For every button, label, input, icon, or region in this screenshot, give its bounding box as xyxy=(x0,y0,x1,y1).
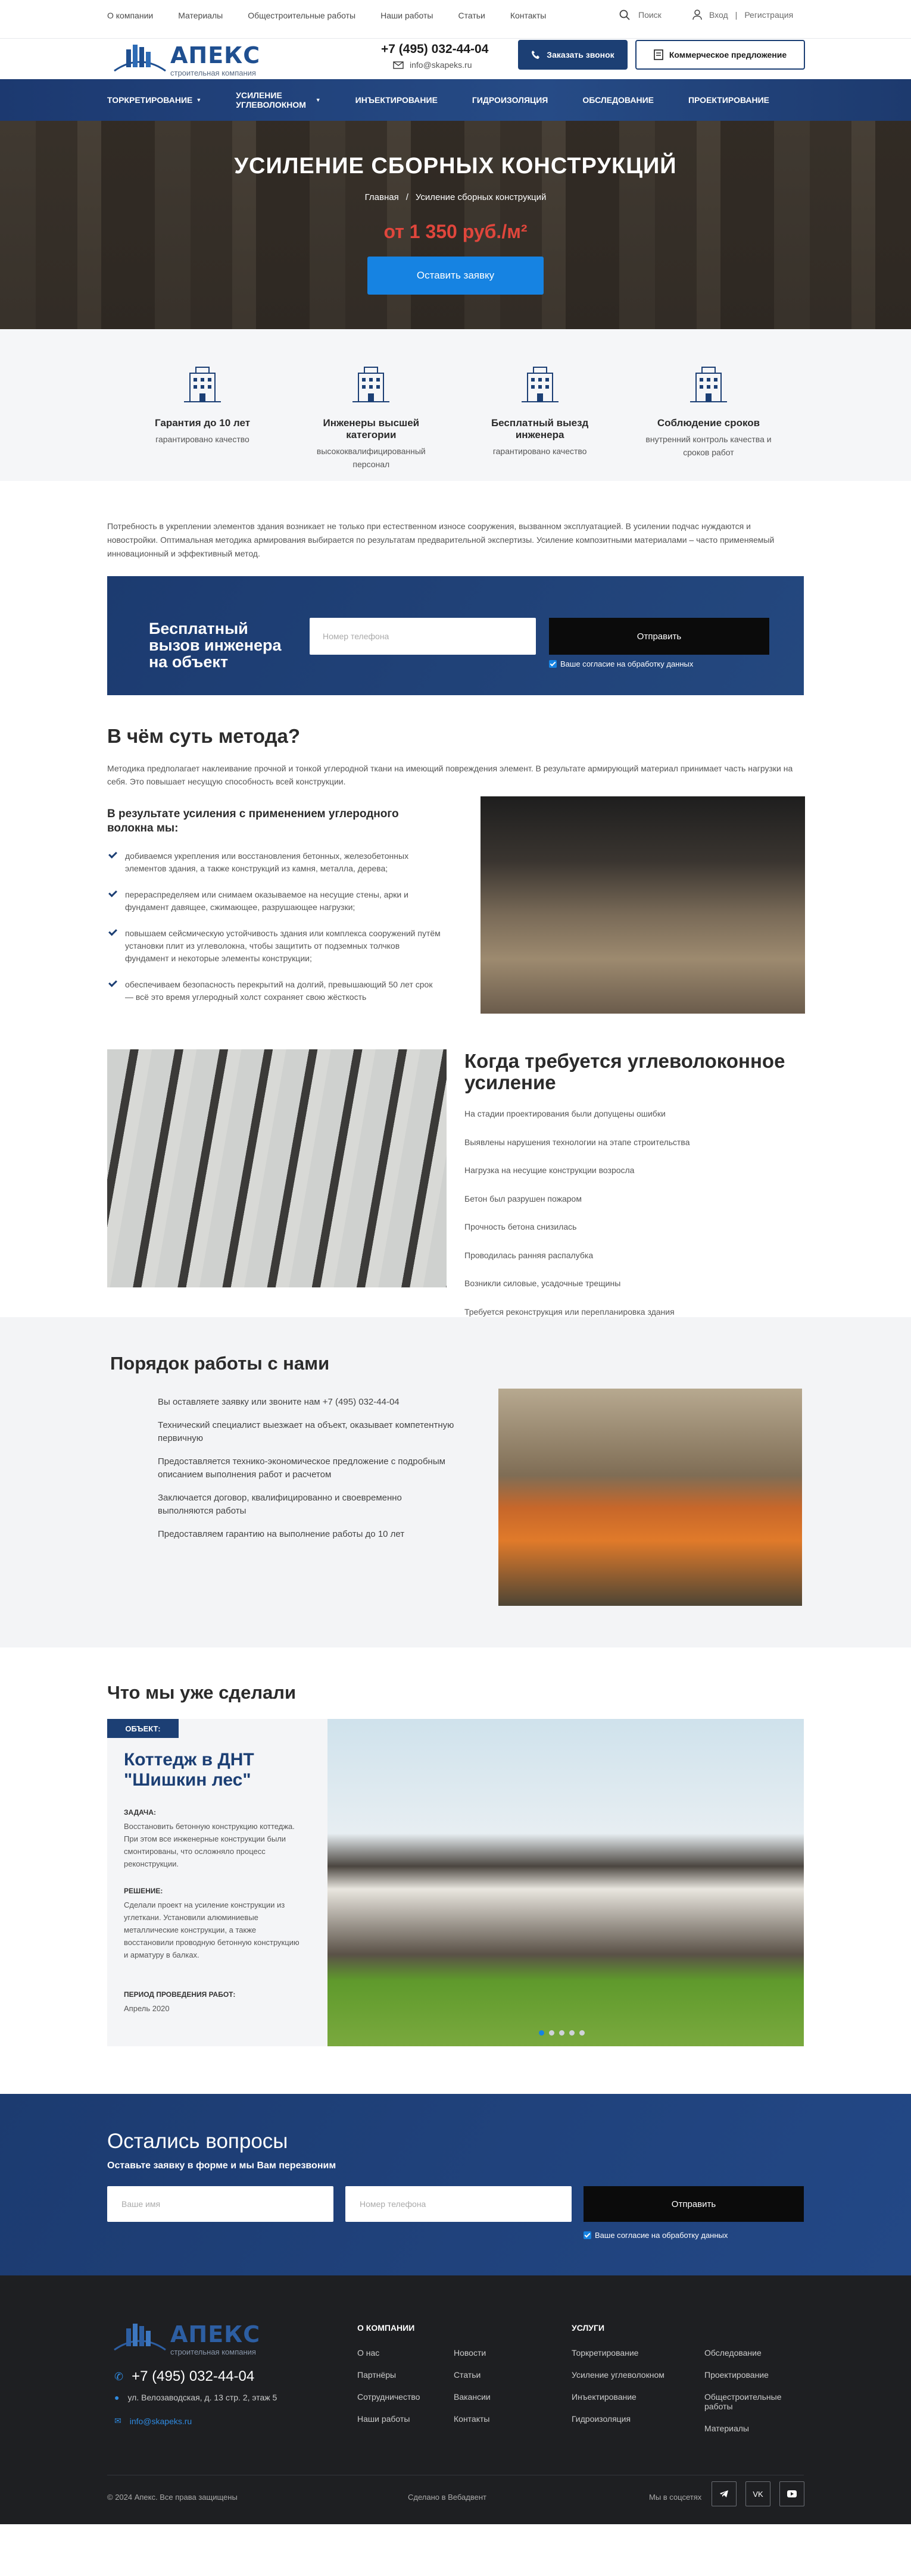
footer-address-text: ул. Велозаводская, д. 13 стр. 2, этаж 5 xyxy=(127,2393,277,2402)
breadcrumb xyxy=(0,192,911,202)
intro-section xyxy=(107,481,804,576)
feature-item xyxy=(469,364,612,471)
checkbox-icon xyxy=(549,660,557,668)
commercial-offer-label: Коммерческое предложение xyxy=(669,50,787,60)
list-item: Бетон был разрушен пожаром xyxy=(464,1193,582,1203)
project-title: Коттедж в ДНТ "Шишкин лес" xyxy=(124,1750,254,1790)
feature-title: Соблюдение сроков xyxy=(657,417,760,429)
building-icon xyxy=(350,364,392,405)
nav-label: ТОРКРЕТИРОВАНИЕ xyxy=(107,95,193,105)
solution-label: РЕШЕНИЕ: xyxy=(124,1887,163,1895)
footer-links xyxy=(572,2348,664,2424)
document-icon xyxy=(654,49,663,60)
nav-item-design[interactable]: ПРОЕКТИРОВАНИЕ xyxy=(688,95,769,105)
footer-link[interactable]: Проектирование xyxy=(704,2370,769,2380)
vk-icon[interactable]: VK xyxy=(745,2481,770,2506)
auth-links xyxy=(692,10,793,20)
logo-name: АПЕКС xyxy=(170,2321,261,2347)
period-label: ПЕРИОД ПРОВЕДЕНИЯ РАБОТ: xyxy=(124,1990,236,1999)
search-icon xyxy=(619,10,630,20)
reinforcement-photo xyxy=(481,796,805,1014)
header-email-text: info@skapeks.ru xyxy=(410,60,472,70)
top-link-about[interactable]: О компании xyxy=(107,11,154,20)
logo-subtitle: строительная компания xyxy=(170,68,256,77)
when-section xyxy=(107,1049,804,1317)
logo-icon xyxy=(113,2320,167,2356)
callback-subtitle: Оставьте заявку в форме и мы Вам перезвоним xyxy=(107,2161,336,2171)
header-email[interactable] xyxy=(393,60,472,70)
features-section xyxy=(0,329,911,481)
building-icon xyxy=(519,364,561,405)
logo-subtitle: строительная компания xyxy=(170,2347,256,2356)
mail-icon: ✉ xyxy=(114,2416,121,2425)
cottage-photo xyxy=(327,1719,804,2046)
nav-item-waterproofing[interactable]: ГИДРОИЗОЛЯЦИЯ xyxy=(472,95,548,105)
method-lead: Методика предполагает наклеивание прочной и тонкой углеродной ткани на имеющий повреждения элемент. В результате армирующий материал принимает часть нагрузки на себя. Это повышает несущую способность всей конструкции. xyxy=(107,764,793,786)
auth-divider: | xyxy=(735,10,738,20)
location-icon: ● xyxy=(114,2393,120,2402)
period-text: Апрель 2020 xyxy=(124,2004,170,2013)
slider-dots xyxy=(539,2030,585,2036)
list-item: Прочность бетона снизилась xyxy=(464,1222,577,1231)
portfolio-section xyxy=(107,1647,804,2094)
breadcrumb-home[interactable]: Главная xyxy=(364,192,399,202)
method-list xyxy=(107,850,441,1017)
nav-label: УСИЛЕНИЕ УГЛЕВОЛОКНОМ xyxy=(236,90,306,110)
list-item: Нагрузка на несущие конструкции возросла xyxy=(464,1165,635,1175)
list-item: Выявлены нарушения технологии на этапе строительства xyxy=(464,1137,690,1147)
list-item: перераспределяем или снимаем оказываемое на несущие стены, арки и фундамент давящее, сжимающее, разрушающее нагрузки; xyxy=(107,889,441,914)
hero-price: от 1 350 руб./м² xyxy=(383,221,528,242)
login-link[interactable]: Вход xyxy=(709,10,728,20)
footer-link[interactable]: Контакты xyxy=(454,2414,490,2424)
consent-label: Ваше согласие на обработку данных xyxy=(560,659,694,668)
list-item: обеспечиваем безопасность перекрытий на долгий, превышающий 50 лет срок — всё это время углеродный холст сохраняет свою жёсткость xyxy=(107,978,441,1003)
call-request-label: Заказать звонок xyxy=(547,50,614,60)
feature-item xyxy=(131,364,274,471)
top-link-articles[interactable]: Статьи xyxy=(458,11,485,20)
footer-links xyxy=(704,2348,804,2433)
form-title: Бесплатный вызов инженера на объект xyxy=(149,620,282,671)
logo-name: АПЕКС xyxy=(170,42,261,68)
footer-link[interactable]: Статьи xyxy=(454,2370,481,2380)
project-card xyxy=(107,1719,804,2046)
footer-link[interactable]: Усиление углеволокном xyxy=(572,2370,664,2380)
feature-desc: гарантировано качество xyxy=(492,446,587,456)
footer-link[interactable]: Наши работы xyxy=(357,2414,410,2424)
list-item: Проводилась ранняя распалубка xyxy=(464,1250,594,1260)
footer-col-title: О КОМПАНИИ xyxy=(357,2323,415,2333)
slider-dot[interactable] xyxy=(549,2030,554,2036)
footer-logo[interactable] xyxy=(113,2320,262,2362)
list-item: Требуется реконструкция или перепланировка здания xyxy=(464,1306,675,1317)
feature-title: Бесплатный выезд инженера xyxy=(491,417,589,440)
list-item: повышаем сейсмическую устойчивость здания или комплекса сооружений путём установки плит из углеволокна, чтобы защитить от подземных толчков фундамент и некоторые элементы конструкции; xyxy=(107,927,441,965)
logo-icon xyxy=(113,41,167,77)
footer-phone-text: +7 (495) 032-44-04 xyxy=(132,2368,255,2384)
list-item: Предоставляется технико-экономическое предложение с подробным описанием выполнения работ и расчетом xyxy=(158,1456,445,1480)
solution-text: Сделали проект на усиление конструкции из углеткани. Установили алюминиевые металлические конструкции, а также восстановили проводную бетонную конструкцию и арматуру в балках. xyxy=(124,1900,299,1959)
footer-link[interactable]: Общестроительные работы xyxy=(704,2392,782,2411)
top-links xyxy=(107,11,546,20)
youtube-icon[interactable] xyxy=(779,2481,804,2506)
phone-icon: ✆ xyxy=(114,2370,124,2383)
footer-link[interactable]: Торкретирование xyxy=(572,2348,639,2358)
feature-title: Инженеры высшей категории xyxy=(323,417,420,440)
nav-item-inspection[interactable]: ОБСЛЕДОВАНИЕ xyxy=(582,95,654,105)
top-link-our-works[interactable]: Наши работы xyxy=(380,11,433,20)
method-subtitle: В результате усиления с применением углеродного волокна мы: xyxy=(107,808,399,834)
list-item: Вы оставляете заявку или звоните нам +7 (495) 032-44-04 xyxy=(158,1397,400,1407)
order-steps xyxy=(158,1396,456,1551)
list-item: добиваемся укрепления или восстановления бетонных, железобетонных элементов здания, а также конструкций из камня, металла, дерева; xyxy=(107,850,441,875)
order-title: Порядок работы с нами xyxy=(110,1353,330,1374)
list-item: Возникли силовые, усадочные трещины xyxy=(464,1278,621,1288)
mail-icon xyxy=(393,61,404,69)
footer-col-company xyxy=(357,2323,414,2348)
page-title: УСИЛЕНИЕ СБОРНЫХ КОНСТРУКЦИЙ xyxy=(234,154,677,179)
call-request-button[interactable] xyxy=(518,40,628,70)
logo[interactable] xyxy=(113,41,262,83)
commercial-offer-button[interactable] xyxy=(635,40,805,70)
social-label: Мы в соцсетях xyxy=(649,2493,702,2502)
name-input[interactable]: Ваше имя xyxy=(107,2186,333,2222)
portfolio-title: Что мы уже сделали xyxy=(107,1682,297,1703)
feature-desc: высококвалифицированный персонал xyxy=(316,446,426,469)
footer-col-title: УСЛУГИ xyxy=(572,2323,605,2333)
footer-link[interactable]: Новости xyxy=(454,2348,486,2358)
slider-dot[interactable] xyxy=(569,2030,575,2036)
user-icon xyxy=(692,10,702,20)
list-item: Технический специалист выезжает на объект, оказывает компетентную первичную xyxy=(158,1420,454,1443)
nav-item-injection[interactable]: ИНЪЕКТИРОВАНИЕ xyxy=(355,95,438,105)
breadcrumb-separator: / xyxy=(405,192,408,202)
top-link-contacts[interactable]: Контакты xyxy=(510,11,547,20)
footer-link[interactable]: Гидроизоляция xyxy=(572,2414,631,2424)
callback-title: Остались вопросы xyxy=(107,2130,288,2153)
list-item: Предоставляем гарантию на выполнение работы до 10 лет xyxy=(158,1529,405,1539)
nav-item-carbon-fiber[interactable] xyxy=(236,90,320,110)
method-section xyxy=(107,695,804,1049)
made-by-link[interactable]: Сделано в Вебадвент xyxy=(408,2493,486,2502)
footer-link[interactable]: Материалы xyxy=(704,2424,749,2433)
checkbox-icon xyxy=(584,2231,591,2239)
feature-title: Гарантия до 10 лет xyxy=(154,417,251,429)
copyright: © 2024 Апекс. Все права защищены xyxy=(107,2493,238,2502)
footer-phone[interactable] xyxy=(114,2368,254,2385)
consent-checkbox[interactable] xyxy=(584,2231,728,2240)
footer-link[interactable]: Сотрудничество xyxy=(357,2392,420,2402)
task-text: Восстановить бетонную конструкцию коттеджа. При этом все инженерные конструкции были смонтированы, что осложняло процесс реконструкции. xyxy=(124,1822,295,1868)
feature-item xyxy=(299,364,442,471)
send-button[interactable]: Отправить xyxy=(584,2186,804,2222)
engineers-photo xyxy=(498,1389,802,1606)
slider-dot[interactable] xyxy=(579,2030,585,2036)
order-section xyxy=(0,1317,911,1647)
header-phone[interactable]: +7 (495) 032-44-04 xyxy=(381,42,489,56)
consent-label: Ваше согласие на обработку данных xyxy=(595,2231,728,2240)
building-icon xyxy=(182,364,223,405)
top-bar xyxy=(0,0,911,39)
method-title: В чём суть метода? xyxy=(107,725,301,747)
when-title: Когда требуется углеволоконное усиление xyxy=(464,1050,785,1093)
search-button[interactable] xyxy=(619,10,662,20)
slider-dot[interactable] xyxy=(559,2030,564,2036)
engineer-request-form xyxy=(107,576,804,695)
search-label: Поиск xyxy=(638,10,662,20)
consent-checkbox[interactable] xyxy=(549,659,693,668)
register-link[interactable]: Регистрация xyxy=(744,10,794,20)
breadcrumb-current: Усиление сборных конструкций xyxy=(415,192,547,202)
footer-link[interactable]: Обследование xyxy=(704,2348,762,2358)
leave-request-button[interactable]: Оставить заявку xyxy=(367,257,544,295)
footer-link[interactable]: Вакансии xyxy=(454,2392,491,2402)
object-tag: ОБЪЕКТ: xyxy=(107,1719,179,1738)
footer-email-text: info@skapeks.ru xyxy=(129,2416,192,2426)
list-item: На стадии проектирования были допущены ошибки xyxy=(464,1109,666,1118)
chevron-down-icon: ▼ xyxy=(315,97,321,103)
task-label: ЗАДАЧА: xyxy=(124,1808,157,1817)
footer-link[interactable]: Партнёры xyxy=(357,2370,397,2380)
footer-links xyxy=(454,2348,491,2424)
footer xyxy=(0,2275,911,2524)
footer-address xyxy=(114,2393,277,2402)
main-nav xyxy=(0,79,911,121)
feature-desc: внутренний контроль качества и сроков работ xyxy=(645,434,772,457)
intro-text: Потребность в укреплении элементов здания возникает не только при естественном износе сооружения, вызванном эксплуатацией. В усилении подчас нуждаются и новостройки. Оптимальная методика армирования выбирается по результатам предварительной экспертизы. Усиление композитными материалами – часто применяемый инновационный и эффективный метод. xyxy=(107,521,775,558)
building-icon xyxy=(688,364,729,405)
phone-input[interactable]: Номер телефона xyxy=(345,2186,572,2222)
phone-input[interactable]: Номер телефона xyxy=(310,618,536,655)
footer-link[interactable]: Инъектирование xyxy=(572,2392,637,2402)
callback-section xyxy=(0,2094,911,2275)
phone-icon xyxy=(531,50,541,60)
hero-banner xyxy=(0,121,911,329)
top-link-general-works[interactable]: Общестроительные работы xyxy=(248,11,356,20)
carbon-fiber-photo xyxy=(107,1049,447,1287)
footer-col-services xyxy=(572,2323,604,2348)
chevron-down-icon: ▼ xyxy=(196,97,202,103)
top-link-materials[interactable]: Материалы xyxy=(178,11,223,20)
telegram-icon[interactable] xyxy=(712,2481,737,2506)
nav-item-shotcrete[interactable] xyxy=(107,95,201,105)
feature-item xyxy=(637,364,780,471)
footer-link[interactable]: О нас xyxy=(357,2348,380,2358)
list-item: Заключается договор, квалифицированно и своевременно выполняются работы xyxy=(158,1493,402,1516)
footer-email[interactable] xyxy=(114,2416,192,2426)
send-button[interactable]: Отправить xyxy=(549,618,769,655)
when-list xyxy=(464,1109,798,1335)
feature-desc: гарантировано качество xyxy=(155,434,249,444)
slider-dot[interactable] xyxy=(539,2030,544,2036)
footer-links xyxy=(357,2348,420,2424)
